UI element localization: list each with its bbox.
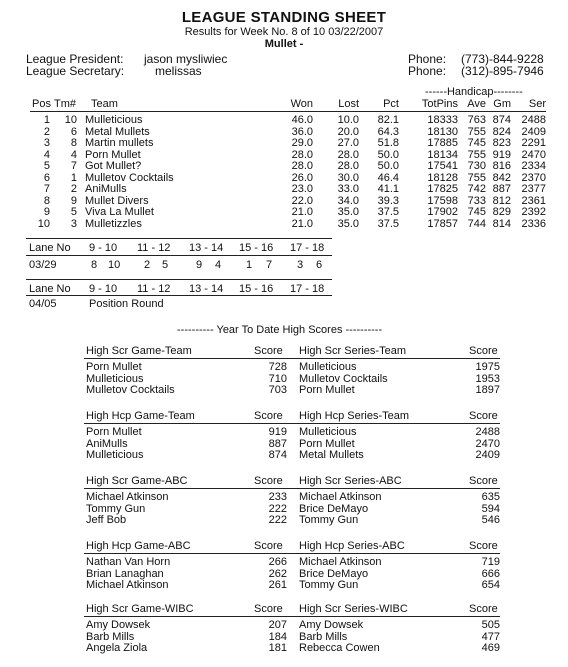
table-row	[0, 137, 568, 149]
won-cell: 29.0	[291, 137, 313, 149]
totpins-cell: 17825	[427, 183, 458, 195]
team-cell: Viva La Mullet	[85, 206, 154, 218]
team-cell: Mullet Divers	[85, 194, 149, 207]
score-name-right: Brice DeMayo	[299, 567, 369, 580]
score-name-right: Mulleticious	[299, 426, 357, 438]
score-value-left: 233	[268, 491, 287, 503]
standings-divider	[30, 111, 546, 112]
secretary-name: melissas	[155, 64, 202, 78]
lanes1-team: 5	[162, 259, 169, 271]
lost-cell: 30.0	[337, 171, 359, 184]
ser-cell: 2370	[521, 171, 546, 184]
lost-cell: 34.0	[337, 194, 359, 207]
lanes1-team: 2	[144, 259, 151, 271]
won-cell: 21.0	[291, 206, 313, 218]
score-name-left: Porn Mullet	[86, 361, 142, 373]
score-name-right: Mulleticious	[299, 361, 357, 373]
block-divider	[84, 616, 500, 617]
ave-cell: 730	[467, 160, 486, 172]
score-name-right: Metal Mullets	[299, 449, 364, 461]
score-value-right: 477	[481, 630, 500, 643]
gm-cell: 812	[492, 194, 511, 207]
lanes1-top-rule	[26, 238, 332, 239]
pos-cell: 7	[43, 183, 50, 195]
score-name-left: Michael Atkinson	[86, 579, 169, 591]
totpins-cell: 18128	[427, 171, 458, 184]
score-name-left: Michael Atkinson	[86, 491, 169, 503]
tm-cell: 9	[70, 194, 77, 207]
score-value-left: 887	[268, 437, 287, 450]
score-name-right: Porn Mullet	[299, 384, 355, 396]
pct-cell: 37.5	[377, 206, 399, 218]
sheet-title: LEAGUE STANDING SHEET	[181, 9, 387, 26]
score-label-left: Score	[254, 603, 283, 615]
table-row	[0, 218, 568, 230]
score-value-left: 728	[268, 361, 287, 373]
score-value-left: 703	[268, 384, 287, 396]
ser-cell: 2488	[521, 114, 546, 126]
tm-cell: 7	[70, 160, 77, 172]
team-cell: Martin mullets	[85, 137, 154, 149]
ser-cell: 2361	[521, 194, 546, 207]
week-subtitle: Results for Week No. 8 of 10 03/22/2007	[184, 26, 384, 38]
tm-cell: 5	[70, 206, 77, 218]
standings-header	[0, 98, 568, 110]
team-cell: Metal Mullets	[85, 125, 150, 138]
pct-cell: 41.1	[377, 183, 399, 195]
president-name: jason mysliwiec	[144, 52, 228, 66]
score-name-left: Barb Mills	[86, 630, 135, 643]
totpins-cell: 18130	[427, 125, 458, 138]
president-label: League President:	[26, 52, 124, 66]
score-value-right: 469	[481, 642, 500, 654]
score-value-left: 710	[268, 372, 287, 385]
lanes1-mid-rule	[26, 255, 332, 256]
pos-cell: 8	[43, 194, 50, 207]
score-value-left: 207	[268, 619, 287, 631]
score-name-right: Tommy Gun	[299, 514, 359, 526]
score-value-right: 2488	[475, 426, 500, 438]
totpins-cell: 18134	[427, 148, 458, 161]
block-title-right: High Scr Series-ABC	[299, 475, 402, 487]
lanes2-pair: 13 - 14	[189, 283, 224, 295]
won-cell: 46.0	[291, 114, 313, 126]
gm-cell: 829	[492, 206, 511, 218]
score-value-left: 261	[268, 579, 287, 591]
tm-cell: 10	[64, 114, 77, 126]
score-name-left: Mulleticious	[86, 372, 144, 385]
lanes1-pair: 9 - 10	[89, 242, 118, 254]
block-divider	[84, 423, 500, 424]
pct-cell: 37.5	[377, 217, 399, 230]
gm-cell: 816	[492, 160, 511, 172]
team-cell: Porn Mullet	[85, 148, 141, 161]
block-title-left: High Scr Game-WIBC	[86, 603, 194, 615]
ave-cell: 745	[467, 206, 486, 218]
score-value-right: 546	[481, 514, 500, 526]
score-name-left: Amy Dowsek	[86, 619, 151, 631]
team-cell: Mulleticious	[85, 114, 143, 126]
table-row	[0, 195, 568, 207]
score-name-left: Nathan Van Horn	[86, 556, 171, 568]
ser-cell: 2470	[521, 148, 546, 161]
lanes2-top-rule	[26, 279, 332, 280]
block-title-right: High Scr Series-Team	[299, 345, 406, 357]
ave-cell: 763	[467, 114, 486, 126]
score-value-right: 666	[481, 567, 500, 580]
won-cell: 22.0	[291, 194, 313, 207]
ser-cell: 2409	[521, 125, 546, 138]
pos-cell: 2	[43, 125, 50, 138]
totpins-cell: 17541	[427, 160, 458, 172]
ave-cell: 755	[467, 148, 486, 161]
lanes1-date: 03/29	[29, 259, 57, 271]
totpins-cell: 17902	[427, 206, 458, 218]
gm-cell: 842	[492, 171, 511, 184]
secretary-phone-label: Phone:	[408, 64, 447, 78]
block-divider	[84, 488, 500, 489]
score-label-right: Score	[469, 410, 498, 422]
score-name-left: AniMulls	[86, 437, 128, 450]
col-tm: Tm#	[54, 98, 76, 110]
score-name-left: Mulletov Cocktails	[86, 384, 175, 396]
score-name-right: Porn Mullet	[299, 437, 355, 450]
tm-cell: 6	[70, 125, 77, 138]
col-won: Won	[290, 98, 313, 110]
table-row	[0, 172, 568, 184]
block-title-left: High Hcp Game-ABC	[86, 540, 191, 552]
score-label-left: Score	[254, 540, 283, 552]
col-totpins: TotPins	[421, 98, 458, 110]
lost-cell: 27.0	[337, 137, 359, 149]
score-name-left: Jeff Bob	[86, 514, 127, 526]
score-value-right: 594	[481, 502, 500, 515]
gm-cell: 814	[492, 217, 511, 230]
col-lost: Lost	[338, 98, 359, 110]
score-name-right: Tommy Gun	[299, 579, 359, 591]
lost-cell: 28.0	[337, 160, 359, 172]
score-value-right: 1953	[475, 372, 500, 385]
score-name-left: Porn Mullet	[86, 426, 142, 438]
lanes1-team: 7	[266, 259, 273, 271]
block-title-left: High Scr Game-ABC	[86, 475, 188, 487]
score-value-right: 505	[481, 619, 500, 631]
totpins-cell: 17598	[427, 194, 458, 207]
score-value-left: 266	[268, 556, 287, 568]
block-title-right: High Scr Series-WIBC	[299, 603, 408, 615]
table-row	[0, 160, 568, 172]
gm-cell: 824	[492, 125, 511, 138]
league-name: Mullet -	[264, 38, 304, 50]
secretary-label: League Secretary:	[26, 64, 125, 78]
score-value-right: 1975	[475, 361, 500, 373]
president-phone: (773)-844-9228	[461, 52, 544, 66]
score-value-right: 1897	[475, 384, 500, 396]
score-label-right: Score	[469, 475, 498, 487]
team-cell: Mulletizzles	[85, 217, 142, 230]
pct-cell: 50.0	[377, 160, 399, 172]
pct-cell: 39.3	[377, 194, 399, 207]
tm-cell: 3	[70, 217, 77, 230]
ave-cell: 755	[467, 125, 486, 138]
lanes1-pair: 13 - 14	[189, 242, 224, 254]
totpins-cell: 17885	[427, 137, 458, 149]
gm-cell: 887	[492, 183, 511, 195]
won-cell: 21.0	[291, 217, 313, 230]
score-name-right: Mulletov Cocktails	[299, 372, 388, 385]
block-title-right: High Hcp Series-Team	[299, 410, 410, 422]
score-label-left: Score	[254, 410, 283, 422]
won-cell: 23.0	[291, 183, 313, 195]
score-name-left: Tommy Gun	[86, 502, 146, 515]
team-cell: Mulletov Cocktails	[85, 171, 174, 184]
block-title-left: High Scr Game-Team	[86, 345, 192, 357]
score-name-right: Rebecca Cowen	[299, 642, 380, 654]
score-value-left: 874	[268, 449, 287, 461]
won-cell: 36.0	[291, 125, 313, 138]
tm-cell: 1	[70, 171, 77, 184]
lost-cell: 28.0	[337, 148, 359, 161]
lost-cell: 35.0	[337, 206, 359, 218]
score-value-right: 635	[481, 491, 500, 503]
lanes1-pair: 17 - 18	[290, 242, 325, 254]
ser-cell: 2336	[521, 217, 546, 230]
lost-cell: 33.0	[337, 183, 359, 195]
table-row	[0, 114, 568, 126]
tm-cell: 4	[70, 148, 77, 161]
score-value-right: 719	[481, 556, 500, 568]
score-name-right: Michael Atkinson	[299, 491, 382, 503]
score-value-right: 2409	[475, 449, 500, 461]
table-row	[0, 183, 568, 195]
pct-cell: 51.8	[377, 137, 399, 149]
lanes2-pair: 15 - 16	[239, 283, 274, 295]
score-value-right: 2470	[475, 437, 500, 450]
pct-cell: 46.4	[377, 171, 399, 184]
block-title-right: High Hcp Series-ABC	[299, 540, 405, 552]
pos-cell: 1	[43, 114, 50, 126]
score-label-right: Score	[469, 603, 498, 615]
gm-cell: 919	[492, 148, 511, 161]
table-row	[0, 126, 568, 138]
col-ser: Ser	[528, 98, 546, 110]
ave-cell: 755	[467, 171, 486, 184]
pos-cell: 5	[43, 160, 50, 172]
col-gm: Gm	[493, 98, 511, 110]
col-ave: Ave	[467, 98, 486, 110]
table-row	[0, 149, 568, 161]
lanes2-pair: 9 - 10	[89, 283, 118, 295]
score-value-left: 184	[268, 630, 287, 643]
secretary-phone: (312)-895-7946	[461, 64, 544, 78]
score-name-left: Angela Ziola	[86, 642, 148, 654]
pos-cell: 10	[37, 217, 50, 230]
pos-cell: 9	[43, 206, 50, 218]
lanes1-team: 1	[246, 259, 253, 271]
score-name-right: Michael Atkinson	[299, 556, 382, 568]
lanes1-team: 9	[196, 259, 203, 271]
score-label-right: Score	[469, 345, 498, 357]
won-cell: 26.0	[291, 171, 313, 184]
lanes2-pair: 11 - 12	[137, 283, 171, 295]
score-name-right: Brice DeMayo	[299, 502, 369, 515]
score-value-left: 181	[268, 642, 287, 654]
lanes2-mid-rule	[26, 295, 332, 296]
lanes1-team: 6	[316, 259, 323, 271]
lanes1-team: 8	[91, 259, 98, 271]
totpins-cell: 17857	[427, 217, 458, 230]
ave-cell: 745	[467, 137, 486, 149]
lanes1-team: 4	[215, 259, 222, 271]
score-label-left: Score	[254, 345, 283, 357]
pct-cell: 50.0	[377, 148, 399, 161]
ave-cell: 744	[467, 217, 486, 230]
score-value-left: 222	[268, 514, 287, 526]
lost-cell: 20.0	[337, 125, 359, 138]
ave-cell: 742	[467, 183, 486, 195]
lost-cell: 10.0	[337, 114, 359, 126]
lanes2-pair: 17 - 18	[290, 283, 325, 295]
lanes2-date: 04/05	[29, 298, 57, 310]
pos-cell: 6	[43, 171, 50, 184]
score-name-left: Brian Lanaghan	[86, 567, 164, 580]
pct-cell: 82.1	[377, 114, 399, 126]
gm-cell: 874	[492, 114, 511, 126]
ser-cell: 2392	[521, 206, 546, 218]
score-label-left: Score	[254, 475, 283, 487]
score-label-right: Score	[469, 540, 498, 552]
score-name-left: Mulleticious	[86, 449, 144, 461]
lanes1-pair: 11 - 12	[137, 242, 171, 254]
ser-cell: 2334	[521, 160, 546, 172]
tm-cell: 8	[70, 137, 77, 149]
ser-cell: 2377	[521, 183, 546, 195]
team-cell: Got Mullet?	[85, 160, 142, 172]
lanes1-label: Lane No	[29, 242, 71, 254]
totpins-cell: 18333	[427, 114, 458, 126]
pos-cell: 3	[43, 137, 50, 149]
col-pct: Pct	[383, 98, 399, 110]
lanes2-note: Position Round	[89, 298, 164, 310]
pct-cell: 64.3	[377, 125, 399, 138]
ave-cell: 733	[467, 194, 486, 207]
team-cell: AniMulls	[85, 183, 127, 195]
score-name-right: Amy Dowsek	[299, 619, 364, 631]
ser-cell: 2291	[521, 137, 546, 149]
lost-cell: 35.0	[337, 217, 359, 230]
score-value-left: 262	[268, 567, 287, 580]
score-value-left: 222	[268, 502, 287, 515]
block-title-left: High Hcp Game-Team	[86, 410, 195, 422]
score-name-right: Barb Mills	[299, 630, 348, 643]
lanes2-label: Lane No	[29, 283, 71, 295]
block-divider	[84, 553, 500, 554]
ytd-title: ---------- Year To Date High Scores ----------	[177, 324, 383, 336]
gm-cell: 823	[492, 137, 511, 149]
table-row	[0, 206, 568, 218]
col-pos: Pos	[32, 98, 51, 110]
pos-cell: 4	[43, 148, 50, 161]
col-team: Team	[91, 98, 118, 110]
tm-cell: 2	[70, 183, 77, 195]
won-cell: 28.0	[291, 148, 313, 161]
score-value-left: 919	[268, 426, 287, 438]
score-value-right: 654	[481, 579, 500, 591]
lanes1-team: 3	[297, 259, 304, 271]
lanes1-pair: 15 - 16	[239, 242, 274, 254]
president-phone-label: Phone:	[408, 52, 447, 66]
block-divider	[84, 358, 500, 359]
lanes1-team: 10	[108, 259, 121, 271]
handicap-label: ------Handicap--------	[425, 86, 523, 98]
won-cell: 28.0	[291, 160, 313, 172]
